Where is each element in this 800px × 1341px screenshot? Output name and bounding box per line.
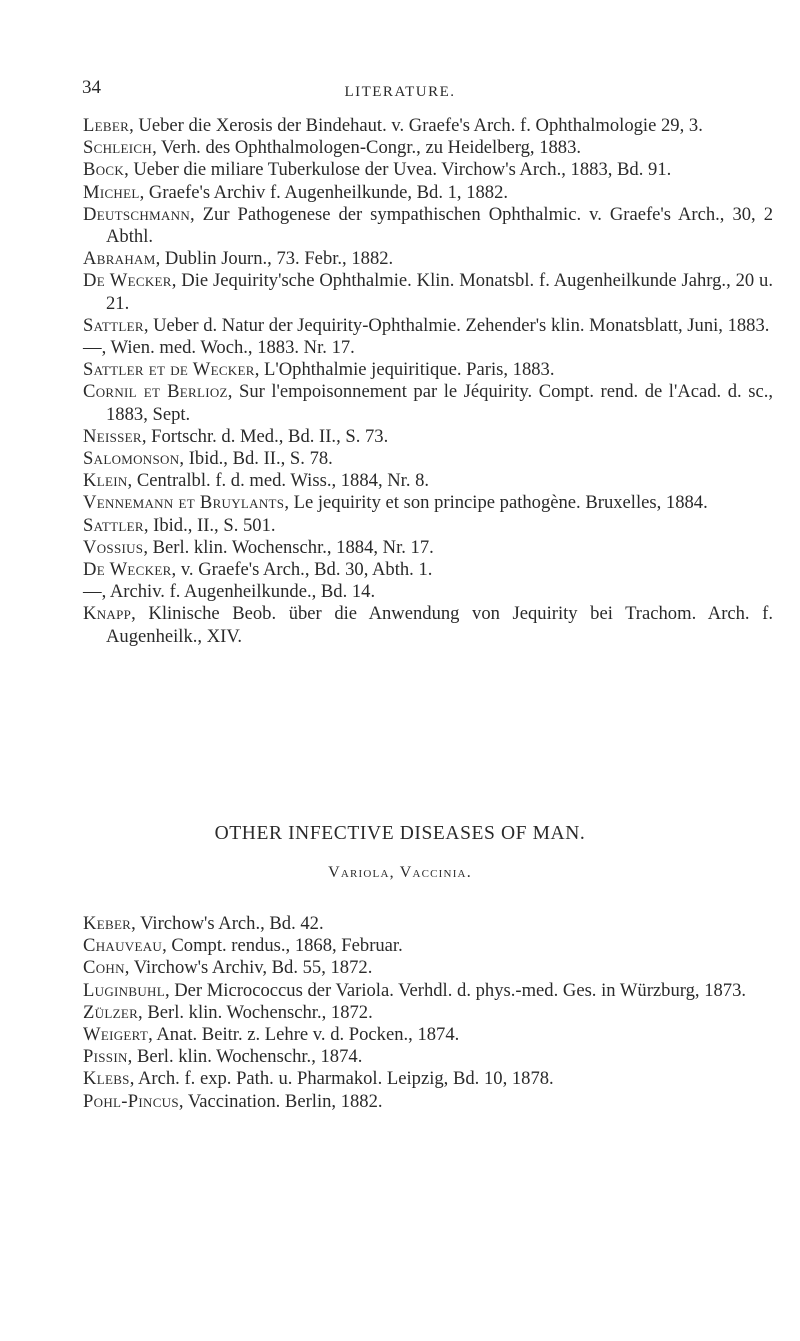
reference-entry (83, 1024, 773, 1046)
reference-citation: , Virchow's Archiv, Bd. 55, 1872. (124, 957, 373, 979)
reference-citation: , Anat. Beitr. z. Lehre v. d. Pocken., 1874. (148, 1024, 460, 1046)
reference-author: Luginbuhl (83, 979, 165, 1001)
reference-entry (83, 182, 773, 204)
reference-author: Klebs (83, 1068, 130, 1090)
reference-citation: , Ueber die Xerosis der Bindehaut. v. Graefe's Arch. f. Ophthalmologie 29, 3. (129, 115, 703, 136)
reference-entry (83, 1046, 773, 1068)
page-number: 34 (82, 77, 101, 98)
reference-author: Deutschmann (83, 203, 191, 225)
reference-entry (83, 270, 773, 314)
reference-author: Neisser (83, 425, 142, 447)
reference-author: De Wecker (83, 559, 172, 581)
reference-author: Zülzer (83, 1001, 139, 1023)
reference-entry (83, 359, 773, 381)
reference-citation: , Zur Pathogenese der sympathischen Ophthalmic. v. Graefe's Arch., 30, 2 Abthl. (106, 203, 773, 248)
reference-entry (83, 470, 773, 492)
reference-citation: , Die Jequirity'sche Ophthalmie. Klin. Monatsbl. f. Augenheilkunde Jahrg., 20 u. 21. (106, 270, 774, 314)
reference-entry (83, 603, 773, 647)
reference-citation: , Ibid., II., S. 501. (143, 514, 276, 536)
reference-entry (83, 1002, 773, 1024)
reference-author: Abraham (83, 248, 156, 270)
reference-citation: , Dublin Journ., 73. Febr., 1882. (155, 248, 394, 270)
reference-entry (83, 337, 773, 359)
reference-entry (83, 1091, 773, 1113)
reference-entry (83, 159, 773, 181)
reference-citation: , L'Ophthalmie jequiritique. Paris, 1883. (254, 359, 555, 381)
reference-author: Keber (83, 913, 132, 934)
reference-entry (83, 913, 773, 935)
reference-entry (83, 115, 773, 137)
reference-citation: , Vaccination. Berlin, 1882. (178, 1090, 383, 1112)
reference-entry (83, 515, 773, 537)
reference-author: Vennemann et Bruylants (83, 492, 285, 514)
reference-entry (83, 957, 773, 979)
reference-entry (83, 581, 773, 603)
reference-author: Weigert (83, 1024, 149, 1046)
reference-author: Pohl-Pincus (83, 1090, 179, 1112)
reference-citation: , Ueber die miliare Tuberkulose der Uvea. Virchow's Arch., 1883, Bd. 91. (124, 159, 672, 181)
reference-citation: —, Wien. med. Woch., 1883. Nr. 17. (83, 337, 355, 359)
reference-entry (83, 935, 773, 957)
reference-entry (83, 381, 773, 425)
reference-entry (83, 537, 773, 559)
reference-citation: , Graefe's Archiv f. Augenheilkunde, Bd. 1, 1882. (139, 181, 509, 203)
reference-author: Sattler (83, 514, 144, 536)
reference-entry (83, 204, 773, 248)
reference-citation: , Der Micrococcus der Variola. Verhdl. d. phys.-med. Ges. in Würzburg, 1873. (164, 979, 747, 1001)
reference-citation: , Centralbl. f. d. med. Wiss., 1884, Nr. 8. (127, 470, 430, 492)
reference-list-ophthalmology (83, 115, 773, 648)
reference-citation: , Ueber d. Natur der Jequirity-Ophthalmie. Zehender's klin. Monatsblatt, Juni, 1883. (143, 314, 770, 336)
section-title: OTHER INFECTIVE DISEASES OF MAN. (214, 823, 586, 844)
reference-list-variola-vaccinia (83, 913, 773, 1113)
reference-entry (83, 448, 773, 470)
reference-entry (83, 315, 773, 337)
reference-citation: , Compt. rendus., 1868, Februar. (162, 935, 403, 957)
reference-entry (83, 980, 773, 1002)
reference-author: Cohn (83, 957, 125, 979)
reference-author: Pissin (83, 1046, 128, 1068)
reference-citation: , Ibid., Bd. II., S. 78. (179, 448, 333, 470)
reference-author: Knapp (83, 603, 132, 625)
reference-author: Leber (83, 115, 130, 136)
reference-entry (83, 426, 773, 448)
reference-citation: , Verh. des Ophthalmologen-Congr., zu Heidelberg, 1883. (152, 137, 582, 159)
reference-entry (83, 248, 773, 270)
reference-author: Salomonson (83, 448, 180, 470)
reference-citation: , Berl. klin. Wochenschr., 1874. (127, 1046, 363, 1068)
reference-author: Michel (83, 181, 140, 203)
subsection-title: Variola, Vaccinia. (328, 864, 472, 881)
reference-citation: , Sur l'empoisonnement par le Jéquirity. Compt. rend. de l'Acad. d. sc., 1883, Sept. (106, 381, 774, 425)
reference-citation: , Berl. klin. Wochenschr., 1872. (138, 1001, 373, 1023)
reference-citation: , v. Graefe's Arch., Bd. 30, Abth. 1. (171, 559, 433, 581)
reference-citation: , Le jequirity et son principe pathogène. Bruxelles, 1884. (284, 492, 708, 514)
reference-citation: , Klinische Beob. über die Anwendung von Jequirity bei Trachom. Arch. f. Augenheilk., XIV. (106, 603, 773, 647)
reference-author: Sattler et de Wecker (83, 359, 255, 381)
running-head: LITERATURE. (344, 84, 456, 100)
reference-author: Sattler (83, 314, 144, 336)
reference-entry (83, 492, 773, 514)
reference-author: Vossius (83, 536, 144, 558)
reference-entry (83, 559, 773, 581)
reference-author: Cornil et Berlioz (83, 381, 228, 403)
reference-author: Klein (83, 470, 128, 492)
reference-author: Chauveau (83, 935, 163, 957)
reference-citation: , Berl. klin. Wochenschr., 1884, Nr. 17. (143, 536, 434, 558)
reference-author: Schleich (83, 137, 153, 159)
reference-citation: , Virchow's Arch., Bd. 42. (131, 913, 324, 934)
reference-author: De Wecker (83, 270, 172, 292)
reference-entry (83, 1068, 773, 1090)
reference-citation: —, Archiv. f. Augenheilkunde., Bd. 14. (83, 581, 376, 603)
reference-citation: , Fortschr. d. Med., Bd. II., S. 73. (141, 425, 389, 447)
reference-entry (83, 137, 773, 159)
reference-author: Bock (83, 159, 125, 181)
reference-citation: , Arch. f. exp. Path. u. Pharmakol. Leipzig, Bd. 10, 1878. (129, 1068, 554, 1090)
